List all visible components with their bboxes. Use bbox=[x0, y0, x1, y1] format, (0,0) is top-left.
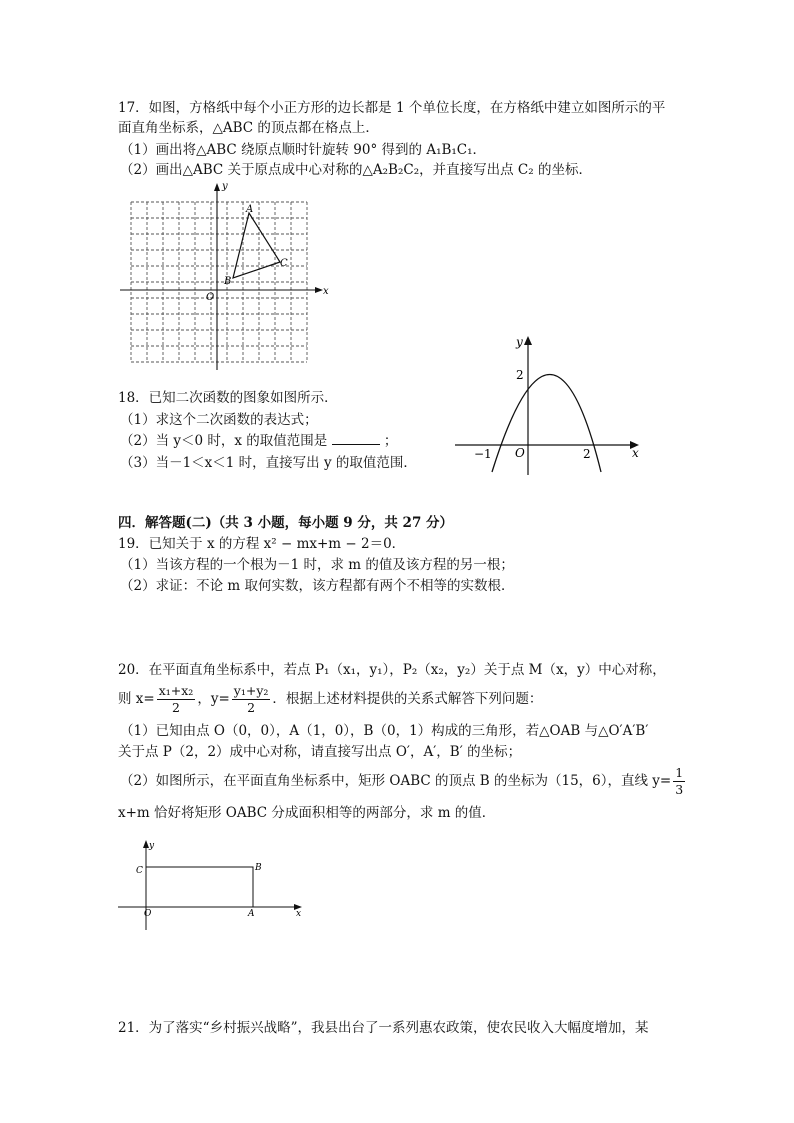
point-c-label: C bbox=[136, 866, 143, 876]
fraction-one-third bbox=[673, 765, 685, 798]
q17-line-2: 面直角坐标系，△ABC 的顶点都在格点上． bbox=[118, 120, 379, 136]
q17-y-label: y bbox=[222, 181, 228, 192]
q19-part-1: （1）当该方程的一个根为－1 时，求 m 的值及该方程的另一根； bbox=[120, 557, 514, 573]
vertex-a-label: A bbox=[246, 204, 254, 215]
q17-origin-label: O bbox=[206, 292, 215, 303]
q20-y-label: y bbox=[149, 841, 155, 851]
fraction-y-denominator: 2 bbox=[247, 700, 256, 715]
fraction-x bbox=[157, 683, 196, 716]
q17-part-1: （1）画出将△ABC 绕原点顺时针旋转 90° 得到的 A₁B₁C₁． bbox=[120, 142, 487, 158]
q20-formula-line bbox=[118, 680, 542, 718]
q18-part-1: （1）求这个二次函数的表达式； bbox=[120, 412, 318, 428]
q18-parabola-figure bbox=[455, 330, 650, 475]
fraction-y bbox=[232, 683, 271, 716]
section-4-title: 四．解答题(二)（共 3 小题，每小题 9 分，共 27 分） bbox=[118, 515, 454, 531]
q18-part-3: （3）当－1＜x＜1 时，直接写出 y 的取值范围． bbox=[120, 455, 417, 471]
q17-x-label: x bbox=[323, 286, 329, 297]
q21-line-1: 21．为了落实“乡村振兴战略”，我县出台了一系列惠农政策，使农民收入大幅度增加，某 bbox=[118, 1020, 649, 1036]
vertex-b-label: B bbox=[224, 276, 232, 287]
vertex-c-label: C bbox=[280, 258, 288, 269]
q20-part-2-text: （2）如图所示，在平面直角坐标系中，矩形 OABC 的顶点 B 的坐标为（15，6），直线 y= bbox=[120, 773, 672, 789]
answer-blank[interactable] bbox=[332, 432, 380, 445]
q20-part-2-a bbox=[120, 762, 687, 800]
fraction-y-numerator: y₁+y₂ bbox=[233, 683, 269, 698]
q17-grid-figure bbox=[120, 180, 335, 370]
one-third-denominator: 3 bbox=[675, 782, 684, 797]
y-tick-2: 2 bbox=[516, 368, 524, 382]
q20-part-1-a: （1）已知由点 O（0，0），A（1，0），B（0，1）构成的三角形，若△OAB 与△O′A′B′ bbox=[120, 723, 649, 739]
q18-x-label: x bbox=[632, 446, 639, 460]
q20-part-2-b: x+m 恰好将矩形 OABC 分成面积相等的两部分，求 m 的值． bbox=[118, 805, 496, 821]
point-b-label: B bbox=[255, 863, 262, 873]
q17-line-1: 17．如图，方格纸中每个小正方形的边长都是 1 个单位长度，在方格纸中建立如图所示的平 bbox=[118, 100, 666, 116]
q17-part-2: （2）画出△ABC 关于原点成中心对称的△A₂B₂C₂，并直接写出点 C₂ 的坐标． bbox=[120, 162, 592, 178]
q18-part-2-text: （2）当 y＜0 时，x 的取值范围是 bbox=[120, 433, 328, 449]
fraction-x-denominator: 2 bbox=[172, 700, 180, 715]
q19-line-1: 19．已知关于 x 的方程 x² − mx+m − 2＝0． bbox=[118, 536, 406, 552]
q20-line-1: 20．在平面直角坐标系中，若点 P₁（x₁，y₁），P₂（x₂，y₂）关于点 M（x，y）中心对称， bbox=[118, 662, 666, 678]
one-third-numerator: 1 bbox=[675, 765, 684, 780]
q20-tail: ．根据上述材料提供的关系式解答下列问题： bbox=[272, 691, 543, 707]
q18-line-1: 18．已知二次函数的图象如图所示． bbox=[118, 390, 338, 406]
q20-x-label: x bbox=[296, 909, 302, 919]
q19-part-2: （2）求证：不论 m 取何实数，该方程都有两个不相等的实数根． bbox=[120, 578, 515, 594]
q18-origin-label: O bbox=[515, 446, 525, 460]
fraction-x-numerator: x₁+x₂ bbox=[158, 683, 194, 698]
point-o-label: O bbox=[144, 909, 152, 919]
point-a-label: A bbox=[248, 909, 255, 919]
q20-then: 则 x= bbox=[118, 691, 155, 707]
q18-y-label: y bbox=[516, 335, 523, 349]
triangle-abc bbox=[233, 213, 280, 278]
q20-mid: ，y= bbox=[197, 691, 230, 707]
x-tick-neg1: −1 bbox=[474, 447, 492, 461]
q18-part-2-end: ； bbox=[383, 433, 398, 449]
q20-rectangle-figure bbox=[118, 840, 308, 930]
x-tick-2: 2 bbox=[583, 447, 591, 461]
q20-part-1-b: 关于点 P（2，2）成中心对称，请直接写出点 O′，A′，B′ 的坐标； bbox=[118, 744, 522, 760]
q18-part-2 bbox=[120, 431, 397, 451]
rectangle-oabc bbox=[146, 867, 253, 907]
